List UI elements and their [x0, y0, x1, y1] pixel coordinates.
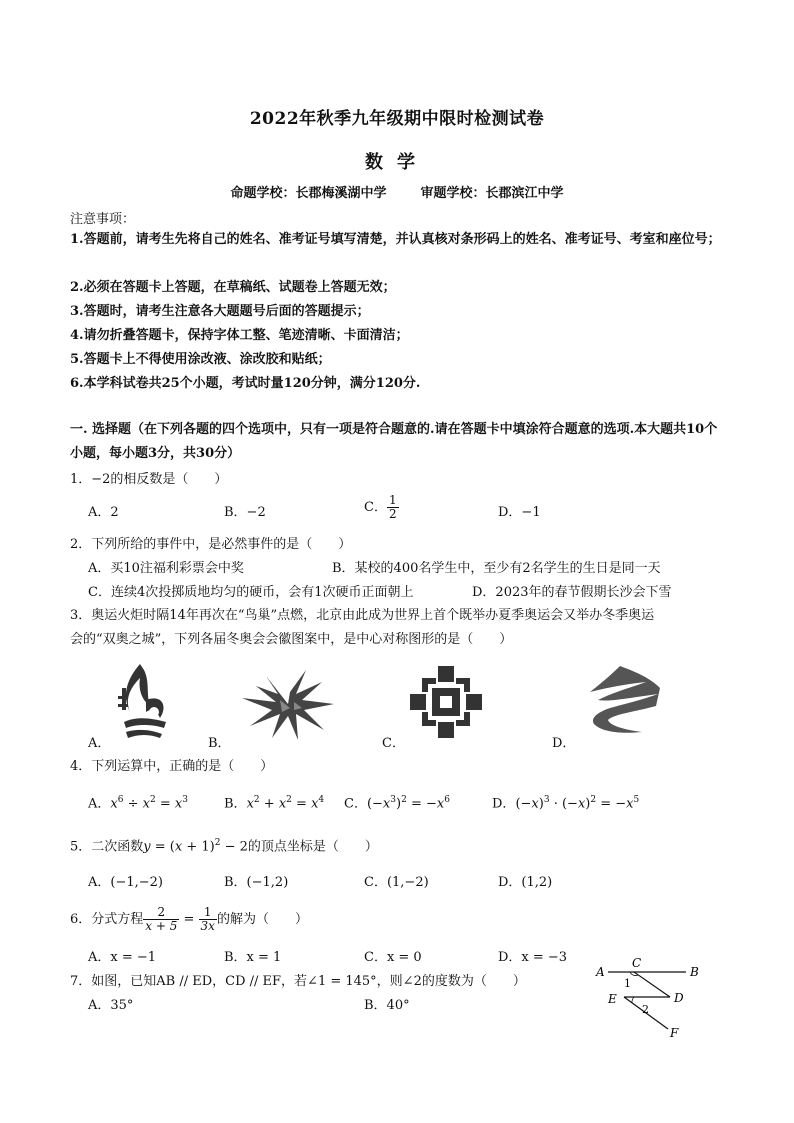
question-7-stem: 7．如图，已知AB // ED，CD // EF，若∠1 = 145°，则∠2的度数为（ ） — [70, 974, 526, 989]
q4-option-d: D．$(-x)^3 \cdot (-x)^2 = -x^5$ — [492, 795, 640, 812]
note-4: 4.请勿折叠答题卡，保持字体工整、笔迹清晰、卡面清洁； — [70, 328, 409, 343]
section-heading: 一. 选择题（在下列各题的四个选项中，只有一项是符合题意的.请在答题卡中填涂符合题意的选项.本大题共10个小题，每小题3分，共30分） — [70, 422, 718, 461]
question-3-stem-line1: 3．奥运火炬时隔14年再次在“鸟巢”点燃，北京由此成为世界上首个既举办夏季奥运会又举办冬季奥运 — [70, 608, 655, 623]
question-1-stem: 1．−2的相反数是（ ） — [70, 472, 228, 487]
point-e-label: E — [608, 992, 617, 1006]
question-4-stem: 4．下列运算中，正确的是（ ） — [70, 759, 274, 774]
school-line — [0, 182, 794, 201]
point-b-label: B — [690, 965, 699, 979]
q6-option-d: D．x = −3 — [498, 950, 568, 965]
point-c-label: C — [632, 956, 642, 970]
parallel-lines-figure — [590, 955, 714, 1041]
q5-option-c: C．(1,−2) — [364, 875, 429, 890]
q5-option-a: A．(−1,−2) — [88, 875, 163, 890]
question-6-stem: 6．分式方程 $\frac{2}{x + 5}$ = $\frac{1}{3x}$ 的解为（ ） — [70, 905, 308, 933]
q2-option-c: C．连续4次投掷质地均匀的硬币，会有1次硬币正面朝上 — [88, 585, 414, 600]
q1-option-b: B．−2 — [224, 505, 266, 520]
q5-option-d: D．(1,2) — [498, 875, 553, 890]
exam-title: 2022年秋季九年级期中限时检测试卷 — [249, 109, 545, 129]
q4-option-b: B．$x^2 + x^2 = x^4$ — [224, 795, 325, 812]
author-school: 命题学校：长郡梅溪湖中学 — [230, 186, 387, 201]
angle-1-label: 1 — [624, 977, 631, 990]
q2-option-b: B．某校的400名学生中，至少有2名学生的生日是同一天 — [332, 561, 661, 576]
fraction: $\frac{1}{2}$ — [388, 493, 397, 521]
review-school: 审题学校：长郡滨江中学 — [420, 186, 564, 201]
q7-option-a: A．35° — [88, 998, 134, 1013]
ribbon-emblem-icon — [580, 662, 664, 738]
note-2: 2.必须在答题卡上答题，在草稿纸、试题卷上答题无效； — [70, 280, 396, 295]
question-2-stem: 2．下列所给的事件中，是必然事件的是（ ） — [70, 537, 352, 552]
notes-heading: 注意事项： — [70, 212, 136, 227]
q2-option-d: D．2023年的春节假期长沙会下雪 — [472, 585, 672, 600]
fraction-left: $\frac{2}{x + 5}$ — [145, 905, 178, 933]
angle-2-label: 2 — [642, 1003, 649, 1016]
q6-option-b: B．x = 1 — [224, 950, 282, 965]
q4-option-c: C．$(-x^3)^2 = -x^6$ — [344, 795, 450, 812]
note-3: 3.答题时，请考生注意各大题题号后面的答题提示； — [70, 304, 370, 319]
note-1: 1.答题前，请考生先将自己的姓名、准考证号填写清楚，并认真核对条形码上的姓名、准考证号、考室和座位号； — [70, 232, 721, 247]
point-f-label: F — [670, 1026, 679, 1040]
q2-option-a: A．买10注福利彩票会中奖 — [88, 561, 244, 576]
note-5: 5.答题卡上不得使用涂改液、涂改胶和贴纸； — [70, 352, 331, 367]
subject-title: 数学 — [365, 152, 429, 173]
q1-option-d: D．−1 — [498, 505, 541, 520]
fraction-right: $\frac{1}{3x}$ — [200, 905, 215, 933]
q3-option-c: C． — [382, 736, 405, 751]
q6-option-c: C．x = 0 — [364, 950, 422, 965]
geometric-square-emblem-icon — [408, 664, 484, 740]
q3-option-b: B． — [208, 736, 231, 751]
q4-option-a: A．$x^6 \div x^2 = x^3$ — [88, 795, 188, 812]
snowflake-flower-emblem-icon — [236, 664, 340, 742]
q1-option-a: A．2 — [88, 505, 119, 520]
q5-option-b: B．(−1,2) — [224, 875, 289, 890]
q3-option-a: A． — [88, 736, 111, 751]
note-6: 6.本学科试卷共25个小题，考试时量120分钟，满分120分. — [70, 376, 421, 391]
torch-flame-emblem-icon — [116, 660, 172, 742]
q3-option-d: D． — [552, 736, 576, 751]
q7-option-b: B．40° — [364, 998, 410, 1013]
question-5-stem: 5．二次函数$y = (x + 1)^2 - 2$的顶点坐标是（ ） — [70, 838, 378, 855]
point-d-label: D — [674, 991, 684, 1005]
point-a-label: A — [596, 965, 605, 979]
question-3-stem-line2: 会的“双奥之城”，下列各届冬奥会会徽图案中，是中心对称图形的是（ ） — [70, 632, 513, 647]
q1-option-c: C． $\frac{1}{2}$ — [364, 493, 397, 521]
q6-option-a: A．x = −1 — [88, 950, 157, 965]
